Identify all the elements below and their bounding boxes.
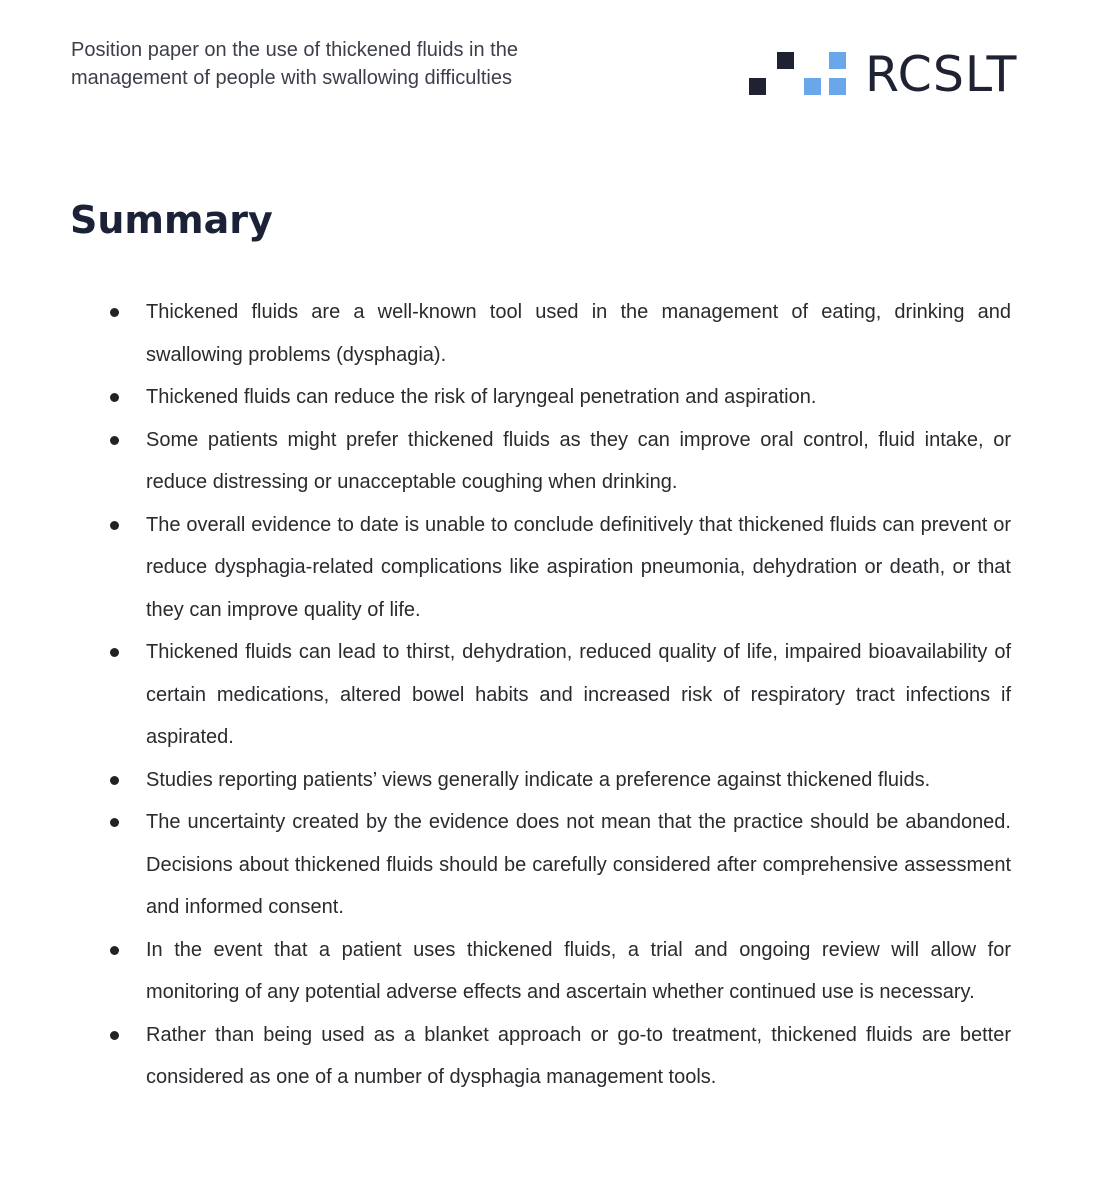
bullet-text: Some patients might prefer thickened fluids as they can improve oral control, fluid intake, or reduce distressing or unacceptable coughing when drinking. — [146, 428, 1011, 493]
rcslt-logo — [749, 46, 1029, 103]
bullet-dot-icon — [110, 1031, 119, 1040]
summary-bullet-4 — [0, 504, 1011, 632]
bullet-text: In the event that a patient uses thickened fluids, a trial and ongoing review will allow for monitoring of any potential adverse effects and ascertain whether continued use is necessary. — [146, 938, 1011, 1003]
header-title-line-1: Position paper on the use of thickened fluids in the — [71, 39, 518, 61]
summary-bullet-8 — [0, 929, 1011, 1014]
summary-bullet-list — [0, 291, 1098, 1099]
bullet-dot-icon — [110, 946, 119, 955]
summary-bullet-6 — [0, 759, 1011, 802]
logo-square-dark-1 — [749, 78, 766, 95]
summary-bullet-2 — [0, 376, 1011, 419]
bullet-dot-icon — [110, 308, 119, 317]
logo-square-light-1 — [804, 78, 821, 95]
bullet-dot-icon — [110, 521, 119, 530]
bullet-text: Rather than being used as a blanket approach or go-to treatment, thickened fluids are better considered as one of a number of dysphagia management tools. — [146, 1023, 1011, 1088]
summary-bullet-1 — [0, 291, 1011, 376]
summary-bullet-3 — [0, 419, 1011, 504]
bullet-text: Thickened fluids can reduce the risk of laryngeal penetration and aspiration. — [146, 386, 817, 408]
bullet-text: The uncertainty created by the evidence does not mean that the practice should be abandoned. Decisions about thickened fluids should be carefully considered after comprehensive assessment and informed consent. — [146, 811, 1011, 918]
logo-text: RCSLT — [865, 46, 1018, 103]
logo-square-dark-2 — [777, 52, 794, 69]
header-title-line-2: management of people with swallowing difficulties — [71, 67, 512, 89]
bullet-text: The overall evidence to date is unable to conclude definitively that thickened fluids can prevent or reduce dysphagia-related complications like aspiration pneumonia, dehydration or death, or that they can improve quality of life. — [146, 513, 1011, 621]
summary-bullet-5 — [0, 631, 1011, 759]
bullet-dot-icon — [110, 436, 119, 445]
bullet-text: Studies reporting patients’ views generally indicate a preference against thickened fluids. — [146, 768, 931, 791]
summary-bullet-9 — [0, 1014, 1011, 1099]
bullet-text: Thickened fluids can lead to thirst, dehydration, reduced quality of life, impaired bioavailability of certain medications, altered bowel habits and increased risk of respiratory tract infections if aspirated. — [146, 641, 1011, 748]
bullet-dot-icon — [110, 393, 119, 402]
bullet-dot-icon — [110, 818, 119, 827]
document-header-title — [71, 36, 631, 92]
bullet-dot-icon — [110, 648, 119, 657]
logo-square-light-2 — [829, 78, 846, 95]
bullet-dot-icon — [110, 776, 119, 785]
bullet-text: Thickened fluids are a well-known tool used in the management of eating, drinking and swallowing problems (dysphagia). — [146, 301, 1011, 366]
summary-heading: Summary — [70, 198, 273, 242]
logo-square-light-3 — [829, 52, 846, 69]
summary-bullet-7 — [0, 801, 1011, 929]
